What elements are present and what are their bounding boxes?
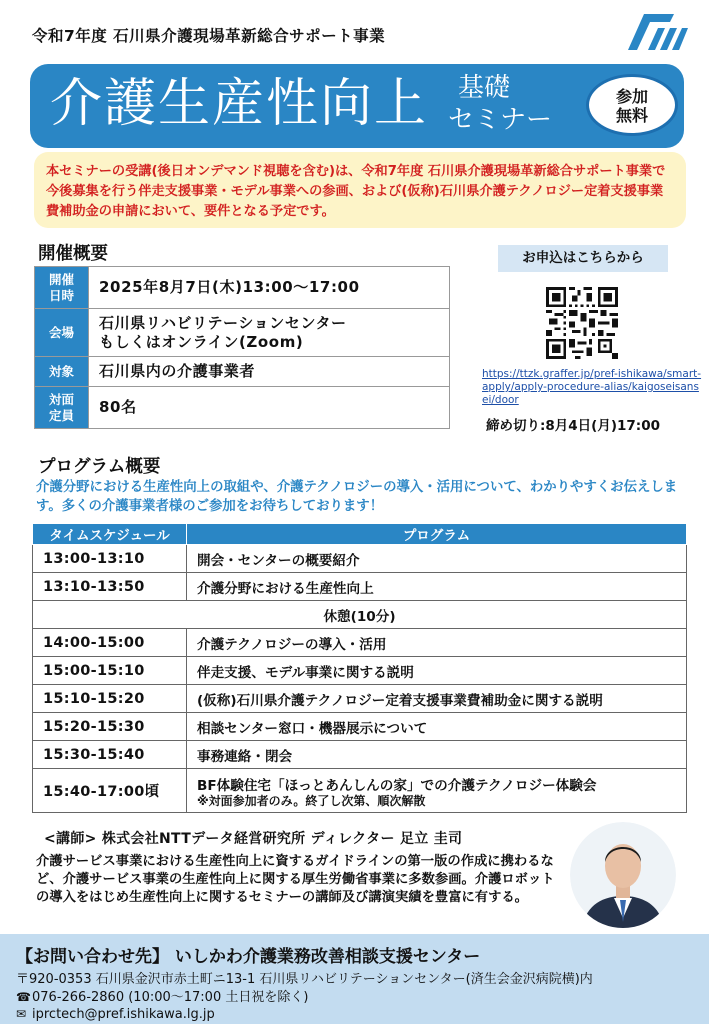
lecturer-photo	[570, 822, 676, 928]
logo-mark	[624, 10, 688, 52]
lecturer-bio: 介護サービス事業における生産性向上に資するガイドラインの第一版の作成に携わるなど、介護サービス事業の生産性向上に関する厚生労働省事業に多数参画。介護ロボットの導入をはじめ生産性向上に関するセミナーの講師及び講演実績を豊富に有する。	[36, 854, 555, 905]
lecturer-line: <講師> 株式会社NTTデータ経営研究所 ディレクター 足立 圭司	[44, 831, 463, 847]
qr-code[interactable]	[546, 287, 618, 359]
requirement-notice: 本セミナーの受講(後日オンデマンド視聴を含む)は、令和7年度 石川県介護現場革新総合サポート事業で今後募集を行う伴走支援事業・モデル事業への参画、および(仮称)石川県介護テクノロジー定着支援事業費補助金の申請において、要件となる予定です。	[34, 152, 686, 228]
schedule-program: 介護テクノロジーの導入・活用	[187, 629, 687, 657]
outline-row-target	[35, 357, 450, 387]
schedule-time: 14:00-15:00	[33, 629, 187, 657]
schedule-header	[33, 524, 687, 545]
schedule-row	[33, 629, 687, 657]
schedule-break: 休憩(10分)	[33, 601, 687, 629]
schedule-time: 15:20-15:30	[33, 713, 187, 741]
outline-heading: 開催概要	[38, 244, 108, 264]
schedule-program-text: BF体験住宅「ほっとあんしんの家」での介護テクノロジー体験会	[197, 777, 597, 794]
schedule-row	[33, 713, 687, 741]
banner-sub-line2: セミナー	[448, 105, 553, 135]
outline-row-capacity	[35, 387, 450, 429]
footer-title: 【お問い合わせ先】 いしかわ介護業務改善相談支援センター	[16, 947, 481, 967]
schedule-time: 13:00-13:10	[33, 545, 187, 573]
schedule-row	[33, 741, 687, 769]
schedule-row	[33, 685, 687, 713]
program-heading: プログラム概要	[38, 457, 161, 477]
program-intro: 介護分野における生産性向上の取組や、介護テクノロジーの導入・活用について、わかりやすくお伝えします。多くの介護事業者様のご参加をお待ちしております！	[36, 480, 678, 514]
schedule-row	[33, 657, 687, 685]
schedule-note: ※対面参加者のみ。終了し次第、順次解散	[197, 793, 426, 808]
outline-value: 80名	[89, 387, 450, 429]
footer-address: 〒920-0353 石川県金沢市赤土町ニ13-1 石川県リハビリテーションセンター(済生会金沢病院横)内	[16, 972, 593, 987]
outline-key: 対面 定員	[35, 387, 89, 429]
col-time-header: タイムスケジュール	[33, 524, 187, 545]
schedule-row	[33, 573, 687, 601]
schedule-table	[32, 523, 687, 813]
outline-key: 対象	[35, 357, 89, 387]
schedule-program: 伴走支援、モデル事業に関する説明	[187, 657, 687, 685]
title-banner	[30, 64, 684, 148]
schedule-program: 相談センター窓口・機器展示について	[187, 713, 687, 741]
banner-sub-line1: 基礎	[458, 73, 511, 103]
mail-icon: ✉	[16, 1007, 27, 1021]
deadline-text: 締め切り:8月4日(月)17:00	[486, 418, 660, 434]
outline-value: 石川県リハビリテーションセンター もしくはオンライン(Zoom)	[89, 309, 450, 357]
outline-key: 会場	[35, 309, 89, 357]
col-program-header: プログラム	[187, 524, 687, 545]
footer-tel-text[interactable]: 076-266-2860 (10:00～17:00 土日祝を除く)	[32, 990, 309, 1005]
schedule-program: (仮称)石川県介護テクノロジー定着支援事業費補助金に関する説明	[187, 685, 687, 713]
schedule-time: 15:10-15:20	[33, 685, 187, 713]
schedule-time: 15:00-15:10	[33, 657, 187, 685]
schedule-program: 事務連絡・閉会	[187, 741, 687, 769]
schedule-time: 15:30-15:40	[33, 741, 187, 769]
outline-value: 2025年8月7日(木)13:00～17:00	[89, 267, 450, 309]
outline-value: 石川県内の介護事業者	[89, 357, 450, 387]
footer-mail-text[interactable]: iprctech@pref.ishikawa.lg.jp	[32, 1007, 215, 1022]
outline-row-date	[35, 267, 450, 309]
banner-title: 介護生産性向上	[50, 74, 429, 134]
outline-table	[34, 266, 450, 429]
schedule-break-row	[33, 601, 687, 629]
schedule-program: 開会・センターの概要紹介	[187, 545, 687, 573]
schedule-time: 15:40-17:00頃	[33, 769, 187, 813]
schedule-row	[33, 545, 687, 573]
badge-line1: 参加	[615, 87, 648, 106]
badge-line2: 無料	[615, 106, 648, 125]
program-line: 令和7年度 石川県介護現場革新総合サポート事業	[32, 27, 386, 45]
phone-icon: ☎	[16, 990, 31, 1004]
outline-row-venue	[35, 309, 450, 357]
schedule-program: 介護分野における生産性向上	[187, 573, 687, 601]
schedule-program	[187, 769, 687, 813]
apply-url-link[interactable]: https://ttzk.graffer.jp/pref-ishikawa/smart-apply/apply-procedure-alias/kaigoseisansei/door	[482, 368, 702, 406]
free-badge	[586, 74, 678, 136]
banner-subtitle	[448, 72, 552, 136]
schedule-time: 13:10-13:50	[33, 573, 187, 601]
schedule-row	[33, 769, 687, 813]
contact-footer	[0, 934, 709, 1024]
footer-tel	[16, 989, 308, 1006]
footer-mail	[16, 1006, 215, 1023]
apply-label: お申込はこちらから	[498, 245, 668, 272]
outline-key: 開催 日時	[35, 267, 89, 309]
